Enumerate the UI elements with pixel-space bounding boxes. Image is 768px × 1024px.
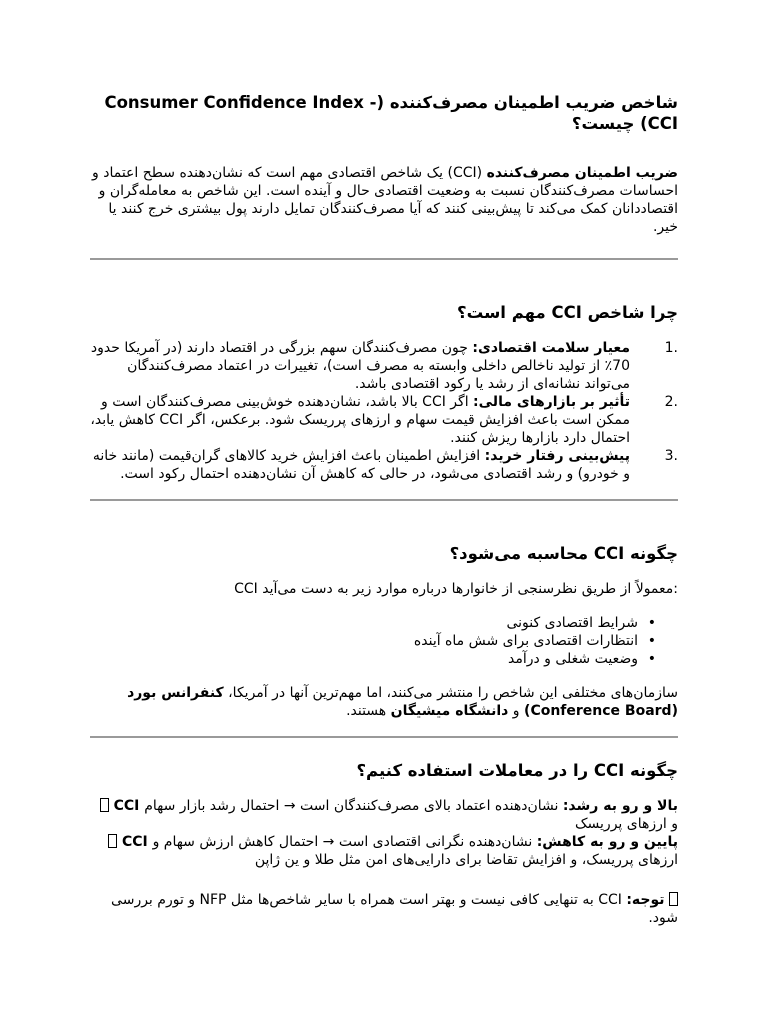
- intro-paragraph: [90, 164, 678, 236]
- bullet-icon: •: [647, 615, 656, 631]
- list-item-term: معیار سلامت اقتصادی:: [472, 340, 630, 356]
- section-heading-importance: چرا شاخص CCI مهم است؟: [457, 303, 678, 322]
- list-item-text: افزایش اطمینان باعث افزایش خرید کالاهای گران‌قیمت (مانند خانه و خودرو) و رشد اقتصادی می‌شود، در حالی که کاهش آن نشان‌دهنده احتمال رکود است.: [92, 448, 630, 482]
- intro-term: ضریب اطمینان مصرف‌کننده: [486, 165, 678, 181]
- page-title: شاخص ضریب اطمینان مصرف‌کننده (Consumer Confidence Index - CCI) چیست؟: [104, 93, 678, 133]
- chart-down-icon: [108, 834, 117, 848]
- list-item-number: 1.: [664, 340, 678, 356]
- survey-topics-list: [90, 614, 678, 668]
- list-item: [90, 339, 678, 393]
- bullet-icon: •: [647, 651, 656, 667]
- calculation-lead: CCI معمولاً از طریق نظرسنجی از خانوارها درباره موارد زیر به دست می‌آید:: [234, 581, 678, 597]
- list-item-number: 2.: [664, 394, 678, 410]
- trading-fall-line: [90, 833, 678, 869]
- intro-text: (CCI) یک شاخص اقتصادی مهم است که نشان‌دهنده سطح اعتماد و احساسات مصرف‌کنندگان نسبت به وضعیت اقتصادی حال و آینده است. این شاخص به معامله‌گران و اقتصاددانان کمک می‌کند تا پیش‌بینی کنند که آیا مصرف‌کنندگان تمایل دارند پول بیشتری خرج کنند یا خیر.: [92, 165, 678, 235]
- list-item: • وضعیت شغلی و درآمد: [507, 651, 656, 667]
- trading-rise-line: [90, 797, 678, 833]
- list-item-text: چون مصرف‌کنندگان سهم بزرگی در اقتصاد دارند (در آمریکا حدود 70٪ از تولید ناخالص داخلی وابسته به مصرف است)، تغییرات در اعتماد مصرف‌کنندگان می‌تواند نشانه‌ای از رشد یا رکود اقتصادی باشد.: [90, 340, 630, 392]
- list-item: [90, 447, 678, 483]
- rise-label: CCI بالا و رو به رشد:: [113, 798, 678, 814]
- lightbulb-icon: [669, 892, 678, 906]
- tip-label: توجه:: [626, 892, 665, 908]
- publishers-paragraph: سازمان‌های مختلفی این شاخص را منتشر می‌کنند، اما مهم‌ترین آنها در آمریکا، کنفرانس بورد (Conference Board) و دانشگاه میشیگان هستند.: [127, 685, 678, 719]
- chart-up-icon: [100, 798, 109, 812]
- tip-text: CCI به تنهایی کافی نیست و بهتر است همراه با سایر شاخص‌ها مثل NFP و تورم بررسی شود.: [111, 892, 678, 926]
- rise-text: نشان‌دهنده اعتماد بالای مصرف‌کنندگان است → احتمال رشد بازار سهام و ارزهای پرریسک: [144, 798, 678, 832]
- list-item-term: تأثیر بر بازارهای مالی:: [473, 394, 630, 410]
- list-item-text: اگر CCI بالا باشد، نشان‌دهنده خوش‌بینی مصرف‌کنندگان است و ممکن است باعث افزایش قیمت سهام و ارزهای پرریسک شود. برعکس، اگر CCI کاهش یابد، احتمال دارد بازارها ریزش کنند.: [90, 394, 630, 446]
- list-item: • شرایط اقتصادی کنونی: [506, 615, 656, 631]
- section-heading-trading: چگونه CCI را در معاملات استفاده کنیم؟: [356, 761, 678, 780]
- fall-label: CCI پایین و رو به کاهش:: [121, 834, 678, 850]
- importance-list: [90, 339, 678, 483]
- section-heading-calculation: چگونه CCI محاسبه می‌شود؟: [449, 544, 678, 563]
- list-item-number: 3.: [664, 448, 678, 464]
- bullet-icon: •: [647, 633, 656, 649]
- trading-tip-line: [90, 891, 678, 927]
- fall-text: نشان‌دهنده نگرانی اقتصادی است → احتمال کاهش ارزش سهام و ارزهای پرریسک، و افزایش تقاضا برای دارایی‌های امن مثل طلا و ین ژاپن: [152, 834, 678, 868]
- document-body: [90, 92, 678, 927]
- list-item: [90, 393, 678, 447]
- list-item-term: پیش‌بینی رفتار خرید:: [484, 448, 630, 464]
- publisher-michigan: دانشگاه میشیگان: [390, 703, 509, 719]
- list-item: • انتظارات اقتصادی برای شش ماه آینده: [413, 633, 656, 649]
- publisher-conference-board: کنفرانس بورد (Conference Board): [127, 685, 678, 719]
